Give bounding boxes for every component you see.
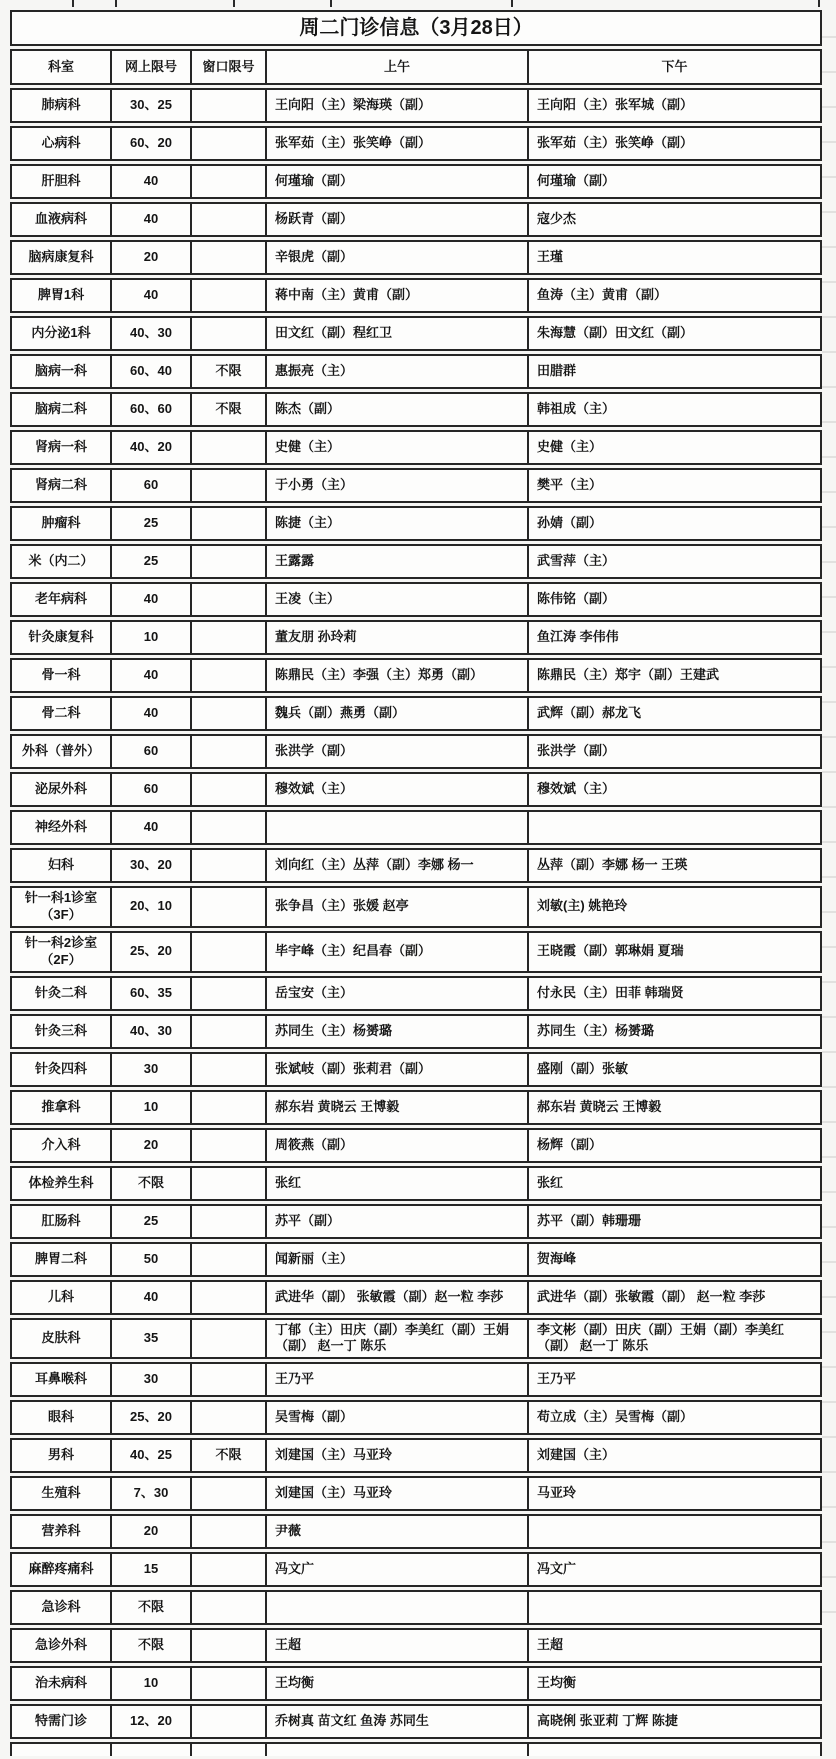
dept-cell: 脑病二科 — [10, 392, 110, 427]
online-quota-cell: 40 — [110, 164, 190, 199]
dept-cell: 老年病科 — [10, 582, 110, 617]
dept-cell: 体检养生科 — [10, 1166, 110, 1201]
table-row — [10, 1128, 822, 1163]
morning-cell — [265, 810, 527, 845]
online-quota-cell: 50 — [110, 1242, 190, 1277]
online-quota-cell: 40 — [110, 278, 190, 313]
afternoon-cell — [527, 1590, 822, 1625]
online-quota-cell: 30、20 — [110, 848, 190, 883]
dept-cell: 泌尿外科 — [10, 772, 110, 807]
dept-cell: 妇科 — [10, 848, 110, 883]
window-quota-cell: 不限 — [190, 392, 265, 427]
dept-cell: 肿瘤科 — [10, 506, 110, 541]
dept-cell: 针一科1诊室（3F） — [10, 886, 110, 928]
window-quota-cell — [190, 430, 265, 465]
window-quota-cell — [190, 1204, 265, 1239]
table-row — [10, 810, 822, 845]
afternoon-cell: 陈伟铭（副） — [527, 582, 822, 617]
afternoon-cell: 武辉（副）郝龙飞 — [527, 696, 822, 731]
afternoon-cell: 冯文广 — [527, 1552, 822, 1587]
dept-cell: 治未病科 — [10, 1666, 110, 1701]
dept-cell: 针灸康复科 — [10, 620, 110, 655]
window-quota-cell — [190, 696, 265, 731]
morning-cell: 董友朋 孙玲莉 — [265, 620, 527, 655]
window-quota-cell — [190, 1318, 265, 1360]
afternoon-cell: 王瑾 — [527, 240, 822, 275]
morning-cell: 魏兵（副）燕勇（副） — [265, 696, 527, 731]
morning-cell: 乔树真 苗文红 鱼涛 苏同生 — [265, 1704, 527, 1739]
table-row — [10, 354, 822, 389]
window-quota-cell — [190, 931, 265, 973]
online-quota-cell: 不限 — [110, 1166, 190, 1201]
table-row — [10, 240, 822, 275]
online-quota-cell: 60、35 — [110, 976, 190, 1011]
dept-cell: 骨一科 — [10, 658, 110, 693]
afternoon-cell: 孙婧（副） — [527, 506, 822, 541]
afternoon-cell — [527, 1514, 822, 1549]
afternoon-cell: 鱼江涛 李伟伟 — [527, 620, 822, 655]
online-quota-cell: 15 — [110, 1552, 190, 1587]
window-quota-cell — [190, 1242, 265, 1277]
table-row — [10, 1438, 822, 1473]
afternoon-cell: 张军茹（主）张笑峥（副） — [527, 126, 822, 161]
col-header-morning: 上午 — [265, 49, 527, 85]
online-quota-cell: 25 — [110, 506, 190, 541]
table-row — [10, 202, 822, 237]
morning-cell: 刘建国（主）马亚玲 — [265, 1438, 527, 1473]
window-quota-cell — [190, 1590, 265, 1625]
dept-cell: 急诊外科 — [10, 1628, 110, 1663]
window-quota-cell — [190, 658, 265, 693]
dept-cell: 内分泌1科 — [10, 316, 110, 351]
schedule-table — [10, 7, 822, 1759]
afternoon-cell: 杨辉（副） — [527, 1128, 822, 1163]
table-row — [10, 886, 822, 928]
window-quota-cell — [190, 1704, 265, 1739]
window-quota-cell — [190, 1166, 265, 1201]
online-quota-cell: 20、10 — [110, 886, 190, 928]
online-quota-cell: 40 — [110, 1280, 190, 1315]
afternoon-cell: 何瑾瑜（副） — [527, 164, 822, 199]
afternoon-cell: 付永民（主）田菲 韩瑞贤 — [527, 976, 822, 1011]
afternoon-cell: 王均衡 — [527, 1666, 822, 1701]
morning-cell: 蒋中南（主）黄甫（副） — [265, 278, 527, 313]
table-row — [10, 164, 822, 199]
afternoon-cell: 寇少杰 — [527, 202, 822, 237]
morning-cell: 于小勇（主） — [265, 468, 527, 503]
afternoon-cell: 丛萍（副）李娜 杨一 王瑛 — [527, 848, 822, 883]
afternoon-cell: 高晓俐 张亚莉 丁辉 陈捷 — [527, 1704, 822, 1739]
online-quota-cell: 40、25 — [110, 1438, 190, 1473]
dept-cell: 针灸二科 — [10, 976, 110, 1011]
afternoon-cell: 鱼涛（主）黄甫（副） — [527, 278, 822, 313]
afternoon-cell: 刘建国（主） — [527, 1438, 822, 1473]
online-quota-cell: 60、40 — [110, 354, 190, 389]
table-row — [10, 126, 822, 161]
title-row — [10, 10, 822, 46]
afternoon-cell: 朱海慧（副）田文红（副） — [527, 316, 822, 351]
online-quota-cell: 30 — [110, 1052, 190, 1087]
online-quota-cell: 40、20 — [110, 430, 190, 465]
afternoon-cell: 陈鼎民（主）郑宇（副）王建武 — [527, 658, 822, 693]
online-quota-cell: 40 — [110, 696, 190, 731]
window-quota-cell — [190, 164, 265, 199]
dept-cell: 儿科 — [10, 1280, 110, 1315]
morning-cell: 苏同生（主）杨赟璐 — [265, 1014, 527, 1049]
table-row — [10, 316, 822, 351]
afternoon-cell: 樊平（主） — [527, 468, 822, 503]
window-quota-cell — [190, 544, 265, 579]
morning-cell: 穆效斌（主） — [265, 772, 527, 807]
table-row — [10, 658, 822, 693]
online-quota-cell: 60 — [110, 772, 190, 807]
online-quota-cell: 25、20 — [110, 931, 190, 973]
empty-cell — [527, 1742, 822, 1756]
dept-cell: 肺病科 — [10, 88, 110, 123]
afternoon-cell: 张红 — [527, 1166, 822, 1201]
dept-cell: 米（内二） — [10, 544, 110, 579]
morning-cell: 王均衡 — [265, 1666, 527, 1701]
window-quota-cell — [190, 1400, 265, 1435]
dept-cell: 男科 — [10, 1438, 110, 1473]
window-quota-cell: 不限 — [190, 1438, 265, 1473]
table-row — [10, 278, 822, 313]
afternoon-cell: 盛刚（副）张敏 — [527, 1052, 822, 1087]
dept-cell: 脑病一科 — [10, 354, 110, 389]
online-quota-cell: 25 — [110, 1204, 190, 1239]
table-row — [10, 1666, 822, 1701]
morning-cell: 闻新丽（主） — [265, 1242, 527, 1277]
online-quota-cell: 30 — [110, 1362, 190, 1397]
dept-cell: 神经外科 — [10, 810, 110, 845]
table-row — [10, 734, 822, 769]
table-row — [10, 1514, 822, 1549]
morning-cell: 刘向红（主）丛萍（副）李娜 杨一 — [265, 848, 527, 883]
window-quota-cell — [190, 582, 265, 617]
table-row — [10, 468, 822, 503]
dept-cell: 特需门诊 — [10, 1704, 110, 1739]
dept-cell: 脾胃二科 — [10, 1242, 110, 1277]
online-quota-cell: 40 — [110, 810, 190, 845]
dept-cell: 血液病科 — [10, 202, 110, 237]
table-row — [10, 696, 822, 731]
table-row — [10, 772, 822, 807]
online-quota-cell: 40 — [110, 202, 190, 237]
morning-cell: 王露露 — [265, 544, 527, 579]
afternoon-cell — [527, 810, 822, 845]
window-quota-cell — [190, 734, 265, 769]
morning-cell: 丁郁（主）田庆（副）李美红（副）王娟（副） 赵一丁 陈乐 — [265, 1318, 527, 1360]
online-quota-cell: 10 — [110, 620, 190, 655]
online-quota-cell: 不限 — [110, 1628, 190, 1663]
table-row — [10, 1090, 822, 1125]
window-quota-cell — [190, 810, 265, 845]
dept-cell: 肝胆科 — [10, 164, 110, 199]
morning-cell: 张军茹（主）张笑峥（副） — [265, 126, 527, 161]
online-quota-cell: 40、30 — [110, 316, 190, 351]
table-row — [10, 1166, 822, 1201]
afternoon-cell: 苏平（副）韩珊珊 — [527, 1204, 822, 1239]
afternoon-cell: 王乃平 — [527, 1362, 822, 1397]
col-header-online-quota: 网上限号 — [110, 49, 190, 85]
morning-cell: 张争昌（主）张媛 赵亭 — [265, 886, 527, 928]
dept-cell: 肛肠科 — [10, 1204, 110, 1239]
afternoon-cell: 穆效斌（主） — [527, 772, 822, 807]
empty-cell — [265, 1742, 527, 1756]
afternoon-cell: 王超 — [527, 1628, 822, 1663]
table-row — [10, 506, 822, 541]
col-header-afternoon: 下午 — [527, 49, 822, 85]
table-row — [10, 1052, 822, 1087]
afternoon-cell: 王晓霞（副）郭琳娟 夏瑞 — [527, 931, 822, 973]
window-quota-cell — [190, 506, 265, 541]
morning-cell: 武进华（副） 张敏霞（副）赵一粒 李莎 — [265, 1280, 527, 1315]
online-quota-cell: 60、60 — [110, 392, 190, 427]
table-row — [10, 88, 822, 123]
online-quota-cell: 40、30 — [110, 1014, 190, 1049]
morning-cell: 史健（主） — [265, 430, 527, 465]
morning-cell: 杨跃青（副） — [265, 202, 527, 237]
dept-cell: 针灸四科 — [10, 1052, 110, 1087]
dept-cell: 针一科2诊室（2F） — [10, 931, 110, 973]
afternoon-cell: 苏同生（主）杨赟璐 — [527, 1014, 822, 1049]
dept-cell: 心病科 — [10, 126, 110, 161]
morning-cell: 吴雪梅（副） — [265, 1400, 527, 1435]
morning-cell: 张洪学（副） — [265, 734, 527, 769]
dept-cell: 骨二科 — [10, 696, 110, 731]
empty-cell — [190, 1742, 265, 1756]
morning-cell: 张斌岐（副）张莉君（副） — [265, 1052, 527, 1087]
dept-cell: 肾病一科 — [10, 430, 110, 465]
table-row — [10, 1628, 822, 1663]
online-quota-cell: 不限 — [110, 1590, 190, 1625]
dept-cell: 皮肤科 — [10, 1318, 110, 1360]
window-quota-cell — [190, 976, 265, 1011]
morning-cell: 郝东岩 黄晓云 王博毅 — [265, 1090, 527, 1125]
afternoon-cell: 刘敏(主) 姚艳玲 — [527, 886, 822, 928]
morning-cell: 陈捷（主） — [265, 506, 527, 541]
window-quota-cell — [190, 1128, 265, 1163]
table-row — [10, 1318, 822, 1360]
online-quota-cell: 30、25 — [110, 88, 190, 123]
bottom-partial-row — [10, 1742, 822, 1756]
online-quota-cell: 7、30 — [110, 1476, 190, 1511]
morning-cell: 毕宇峰（主）纪昌春（副） — [265, 931, 527, 973]
morning-cell: 刘建国（主）马亚玲 — [265, 1476, 527, 1511]
table-row — [10, 1014, 822, 1049]
table-row — [10, 1204, 822, 1239]
table-row — [10, 976, 822, 1011]
window-quota-cell — [190, 1476, 265, 1511]
dept-cell: 针灸三科 — [10, 1014, 110, 1049]
window-quota-cell — [190, 886, 265, 928]
window-quota-cell — [190, 1014, 265, 1049]
table-row — [10, 931, 822, 973]
table-row — [10, 1242, 822, 1277]
window-quota-cell — [190, 88, 265, 123]
morning-cell: 冯文广 — [265, 1552, 527, 1587]
online-quota-cell: 60 — [110, 468, 190, 503]
window-quota-cell — [190, 620, 265, 655]
table-row — [10, 620, 822, 655]
dept-cell: 急诊科 — [10, 1590, 110, 1625]
online-quota-cell: 20 — [110, 1128, 190, 1163]
afternoon-cell: 贺海峰 — [527, 1242, 822, 1277]
table-row — [10, 1552, 822, 1587]
morning-cell: 尹薇 — [265, 1514, 527, 1549]
morning-cell: 辛银虎（副） — [265, 240, 527, 275]
dept-cell: 介入科 — [10, 1128, 110, 1163]
morning-cell: 岳宝安（主） — [265, 976, 527, 1011]
window-quota-cell — [190, 468, 265, 503]
online-quota-cell: 25、20 — [110, 1400, 190, 1435]
afternoon-cell: 武进华（副）张敏霞（副） 赵一粒 李莎 — [527, 1280, 822, 1315]
online-quota-cell: 40 — [110, 658, 190, 693]
morning-cell: 王向阳（主）梁海瑛（副） — [265, 88, 527, 123]
morning-cell — [265, 1590, 527, 1625]
afternoon-cell: 武雪萍（主） — [527, 544, 822, 579]
window-quota-cell — [190, 1666, 265, 1701]
table-row — [10, 1362, 822, 1397]
morning-cell: 王凌（主） — [265, 582, 527, 617]
table-row — [10, 582, 822, 617]
window-quota-cell — [190, 1362, 265, 1397]
afternoon-cell: 李文彬（副）田庆（副）王娟（副）李美红（副） 赵一丁 陈乐 — [527, 1318, 822, 1360]
morning-cell: 惠振亮（主） — [265, 354, 527, 389]
top-partial-gridlines — [0, 0, 836, 7]
afternoon-cell: 韩祖成（主） — [527, 392, 822, 427]
window-quota-cell — [190, 1052, 265, 1087]
window-quota-cell — [190, 240, 265, 275]
online-quota-cell: 60、20 — [110, 126, 190, 161]
dept-cell: 推拿科 — [10, 1090, 110, 1125]
dept-cell: 眼科 — [10, 1400, 110, 1435]
window-quota-cell — [190, 1090, 265, 1125]
window-quota-cell — [190, 316, 265, 351]
table-row — [10, 1590, 822, 1625]
morning-cell: 田文红（副）程红卫 — [265, 316, 527, 351]
morning-cell: 陈杰（副） — [265, 392, 527, 427]
page-title: 周二门诊信息（3月28日） — [10, 10, 822, 46]
morning-cell: 周筱燕（副） — [265, 1128, 527, 1163]
window-quota-cell — [190, 202, 265, 237]
online-quota-cell: 12、20 — [110, 1704, 190, 1739]
table-row — [10, 848, 822, 883]
morning-cell: 张红 — [265, 1166, 527, 1201]
online-quota-cell: 35 — [110, 1318, 190, 1360]
col-header-window-quota: 窗口限号 — [190, 49, 265, 85]
table-row — [10, 1476, 822, 1511]
afternoon-cell: 张洪学（副） — [527, 734, 822, 769]
table-row — [10, 1704, 822, 1739]
dept-cell: 耳鼻喉科 — [10, 1362, 110, 1397]
table-row — [10, 1400, 822, 1435]
morning-cell: 苏平（副） — [265, 1204, 527, 1239]
window-quota-cell — [190, 1280, 265, 1315]
window-quota-cell — [190, 278, 265, 313]
window-quota-cell — [190, 1628, 265, 1663]
online-quota-cell: 25 — [110, 544, 190, 579]
col-header-department: 科室 — [10, 49, 110, 85]
dept-cell: 脑病康复科 — [10, 240, 110, 275]
afternoon-cell: 苟立成（主）吴雪梅（副） — [527, 1400, 822, 1435]
empty-cell — [10, 1742, 110, 1756]
table-row — [10, 392, 822, 427]
window-quota-cell — [190, 1514, 265, 1549]
online-quota-cell: 20 — [110, 240, 190, 275]
morning-cell: 王超 — [265, 1628, 527, 1663]
window-quota-cell — [190, 772, 265, 807]
afternoon-cell: 王向阳（主）张军城（副） — [527, 88, 822, 123]
online-quota-cell: 60 — [110, 734, 190, 769]
afternoon-cell: 田腊群 — [527, 354, 822, 389]
online-quota-cell: 10 — [110, 1666, 190, 1701]
dept-cell: 脾胃1科 — [10, 278, 110, 313]
afternoon-cell: 马亚玲 — [527, 1476, 822, 1511]
window-quota-cell: 不限 — [190, 354, 265, 389]
table-row — [10, 430, 822, 465]
online-quota-cell: 40 — [110, 582, 190, 617]
schedule-table-wrap — [10, 7, 822, 1759]
header-row — [10, 49, 822, 85]
morning-cell: 陈鼎民（主）李强（主）郑勇（副） — [265, 658, 527, 693]
afternoon-cell: 史健（主） — [527, 430, 822, 465]
adjacent-column-sliver — [822, 36, 836, 1624]
window-quota-cell — [190, 1552, 265, 1587]
dept-cell: 麻醉疼痛科 — [10, 1552, 110, 1587]
table-row — [10, 1280, 822, 1315]
window-quota-cell — [190, 126, 265, 161]
online-quota-cell: 10 — [110, 1090, 190, 1125]
online-quota-cell: 20 — [110, 1514, 190, 1549]
empty-cell — [110, 1742, 190, 1756]
afternoon-cell: 郝东岩 黄晓云 王博毅 — [527, 1090, 822, 1125]
morning-cell: 王乃平 — [265, 1362, 527, 1397]
dept-cell: 肾病二科 — [10, 468, 110, 503]
morning-cell: 何瑾瑜（副） — [265, 164, 527, 199]
dept-cell: 外科（普外） — [10, 734, 110, 769]
window-quota-cell — [190, 848, 265, 883]
table-row — [10, 544, 822, 579]
dept-cell: 生殖科 — [10, 1476, 110, 1511]
dept-cell: 营养科 — [10, 1514, 110, 1549]
